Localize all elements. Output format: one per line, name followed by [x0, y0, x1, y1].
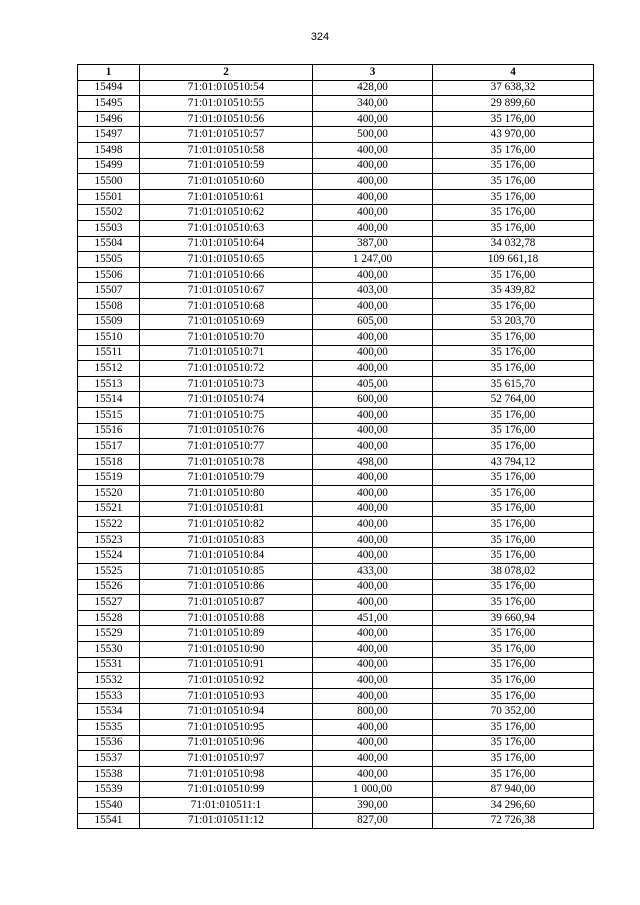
area-cell: 400,00 — [313, 532, 433, 548]
value-cell: 35 176,00 — [433, 688, 594, 704]
table-body — [78, 80, 594, 829]
row-number-cell: 15498 — [78, 142, 140, 158]
cadastral-number-cell: 71:01:010510:97 — [140, 751, 313, 767]
row-number-cell: 15499 — [78, 158, 140, 174]
table-row — [78, 688, 594, 704]
row-number-cell: 15520 — [78, 486, 140, 502]
area-cell: 400,00 — [313, 361, 433, 377]
page-number: 324 — [310, 31, 330, 43]
table-row — [78, 96, 594, 112]
cadastral-number-cell: 71:01:010510:55 — [140, 96, 313, 112]
table-row — [78, 766, 594, 782]
cadastral-number-cell: 71:01:010510:87 — [140, 595, 313, 611]
row-number-cell: 15534 — [78, 704, 140, 720]
table-row — [78, 470, 594, 486]
area-cell: 400,00 — [313, 111, 433, 127]
area-cell: 400,00 — [313, 548, 433, 564]
row-number-cell: 15523 — [78, 532, 140, 548]
value-cell: 87 940,00 — [433, 782, 594, 798]
row-number-cell: 15519 — [78, 470, 140, 486]
value-cell: 52 764,00 — [433, 392, 594, 408]
table-row — [78, 704, 594, 720]
cadastral-number-cell: 71:01:010510:95 — [140, 719, 313, 735]
data-table — [77, 64, 594, 829]
cadastral-number-cell: 71:01:010510:69 — [140, 314, 313, 330]
table-row — [78, 579, 594, 595]
value-cell: 35 176,00 — [433, 142, 594, 158]
table-row — [78, 111, 594, 127]
value-cell: 43 794,12 — [433, 454, 594, 470]
cadastral-number-cell: 71:01:010510:71 — [140, 345, 313, 361]
table-row — [78, 719, 594, 735]
row-number-cell: 15510 — [78, 330, 140, 346]
row-number-cell: 15497 — [78, 127, 140, 143]
row-number-cell: 15509 — [78, 314, 140, 330]
row-number-cell: 15516 — [78, 423, 140, 439]
value-cell: 70 352,00 — [433, 704, 594, 720]
cadastral-number-cell: 71:01:010510:76 — [140, 423, 313, 439]
value-cell: 109 661,18 — [433, 252, 594, 268]
cadastral-number-cell: 71:01:010510:57 — [140, 127, 313, 143]
header-cell-4: 4 — [433, 65, 594, 81]
value-cell: 35 176,00 — [433, 330, 594, 346]
area-cell: 1 000,00 — [313, 782, 433, 798]
area-cell: 600,00 — [313, 392, 433, 408]
cadastral-number-cell: 71:01:010510:89 — [140, 626, 313, 642]
row-number-cell: 15531 — [78, 657, 140, 673]
cadastral-number-cell: 71:01:010510:74 — [140, 392, 313, 408]
area-cell: 1 247,00 — [313, 252, 433, 268]
value-cell: 35 176,00 — [433, 423, 594, 439]
row-number-cell: 15522 — [78, 517, 140, 533]
value-cell: 35 176,00 — [433, 298, 594, 314]
area-cell: 340,00 — [313, 96, 433, 112]
row-number-cell: 15507 — [78, 283, 140, 299]
value-cell: 35 176,00 — [433, 579, 594, 595]
value-cell: 35 176,00 — [433, 517, 594, 533]
area-cell: 400,00 — [313, 267, 433, 283]
cadastral-number-cell: 71:01:010510:68 — [140, 298, 313, 314]
cadastral-number-cell: 71:01:010510:59 — [140, 158, 313, 174]
value-cell: 35 176,00 — [433, 111, 594, 127]
area-cell: 400,00 — [313, 189, 433, 205]
table-row — [78, 813, 594, 829]
table-row — [78, 439, 594, 455]
row-number-cell: 15513 — [78, 376, 140, 392]
row-number-cell: 15529 — [78, 626, 140, 642]
value-cell: 38 078,02 — [433, 564, 594, 580]
cadastral-number-cell: 71:01:010510:93 — [140, 688, 313, 704]
row-number-cell: 15539 — [78, 782, 140, 798]
table-row — [78, 314, 594, 330]
header-cell-1: 1 — [78, 65, 140, 81]
table-row — [78, 595, 594, 611]
value-cell: 35 176,00 — [433, 751, 594, 767]
area-cell: 400,00 — [313, 330, 433, 346]
area-cell: 400,00 — [313, 688, 433, 704]
table-row — [78, 548, 594, 564]
cadastral-number-cell: 71:01:010510:66 — [140, 267, 313, 283]
value-cell: 35 176,00 — [433, 719, 594, 735]
area-cell: 400,00 — [313, 735, 433, 751]
area-cell: 400,00 — [313, 220, 433, 236]
area-cell: 400,00 — [313, 298, 433, 314]
table-row — [78, 142, 594, 158]
table-row — [78, 345, 594, 361]
cadastral-number-cell: 71:01:010510:56 — [140, 111, 313, 127]
table-row — [78, 189, 594, 205]
cadastral-number-cell: 71:01:010510:96 — [140, 735, 313, 751]
row-number-cell: 15535 — [78, 719, 140, 735]
row-number-cell: 15514 — [78, 392, 140, 408]
row-number-cell: 15505 — [78, 252, 140, 268]
area-cell: 400,00 — [313, 673, 433, 689]
value-cell: 35 176,00 — [433, 673, 594, 689]
area-cell: 400,00 — [313, 142, 433, 158]
table-row — [78, 361, 594, 377]
cadastral-number-cell: 71:01:010510:98 — [140, 766, 313, 782]
table-header — [78, 65, 594, 81]
area-cell: 400,00 — [313, 205, 433, 221]
cadastral-number-cell: 71:01:010510:63 — [140, 220, 313, 236]
cadastral-number-cell: 71:01:010510:73 — [140, 376, 313, 392]
value-cell: 35 176,00 — [433, 486, 594, 502]
row-number-cell: 15515 — [78, 408, 140, 424]
value-cell: 35 176,00 — [433, 174, 594, 190]
value-cell: 35 176,00 — [433, 439, 594, 455]
area-cell: 400,00 — [313, 345, 433, 361]
value-cell: 35 176,00 — [433, 189, 594, 205]
table-row — [78, 220, 594, 236]
row-number-cell: 15521 — [78, 501, 140, 517]
table-row — [78, 127, 594, 143]
table-row — [78, 501, 594, 517]
table-row — [78, 486, 594, 502]
cadastral-number-cell: 71:01:010511:12 — [140, 813, 313, 829]
area-cell: 400,00 — [313, 439, 433, 455]
value-cell: 34 032,78 — [433, 236, 594, 252]
cadastral-number-cell: 71:01:010510:54 — [140, 80, 313, 96]
table-row — [78, 735, 594, 751]
row-number-cell: 15526 — [78, 579, 140, 595]
value-cell: 35 176,00 — [433, 735, 594, 751]
row-number-cell: 15503 — [78, 220, 140, 236]
cadastral-number-cell: 71:01:010510:83 — [140, 532, 313, 548]
value-cell: 35 439,82 — [433, 283, 594, 299]
value-cell: 39 660,94 — [433, 610, 594, 626]
value-cell: 35 176,00 — [433, 532, 594, 548]
row-number-cell: 15530 — [78, 641, 140, 657]
table-row — [78, 408, 594, 424]
cadastral-number-cell: 71:01:010510:81 — [140, 501, 313, 517]
area-cell: 400,00 — [313, 641, 433, 657]
area-cell: 400,00 — [313, 766, 433, 782]
table-row — [78, 641, 594, 657]
row-number-cell: 15500 — [78, 174, 140, 190]
area-cell: 400,00 — [313, 657, 433, 673]
area-cell: 405,00 — [313, 376, 433, 392]
value-cell: 35 176,00 — [433, 205, 594, 221]
table-row — [78, 174, 594, 190]
table-row — [78, 158, 594, 174]
table-row — [78, 376, 594, 392]
table-row — [78, 564, 594, 580]
cadastral-number-cell: 71:01:010510:64 — [140, 236, 313, 252]
value-cell: 35 176,00 — [433, 220, 594, 236]
row-number-cell: 15528 — [78, 610, 140, 626]
value-cell: 35 176,00 — [433, 408, 594, 424]
cadastral-number-cell: 71:01:010510:99 — [140, 782, 313, 798]
row-number-cell: 15494 — [78, 80, 140, 96]
row-number-cell: 15536 — [78, 735, 140, 751]
value-cell: 35 176,00 — [433, 626, 594, 642]
row-number-cell: 15540 — [78, 797, 140, 813]
value-cell: 35 176,00 — [433, 470, 594, 486]
cadastral-number-cell: 71:01:010510:88 — [140, 610, 313, 626]
cadastral-number-cell: 71:01:010510:58 — [140, 142, 313, 158]
header-cell-2: 2 — [140, 65, 313, 81]
value-cell: 37 638,32 — [433, 80, 594, 96]
table-row — [78, 267, 594, 283]
table-row — [78, 797, 594, 813]
table-row — [78, 626, 594, 642]
value-cell: 35 176,00 — [433, 361, 594, 377]
value-cell: 43 970,00 — [433, 127, 594, 143]
area-cell: 400,00 — [313, 719, 433, 735]
row-number-cell: 15537 — [78, 751, 140, 767]
table-row — [78, 454, 594, 470]
cadastral-number-cell: 71:01:010511:1 — [140, 797, 313, 813]
row-number-cell: 15517 — [78, 439, 140, 455]
area-cell: 400,00 — [313, 579, 433, 595]
cadastral-number-cell: 71:01:010510:80 — [140, 486, 313, 502]
area-cell: 428,00 — [313, 80, 433, 96]
area-cell: 605,00 — [313, 314, 433, 330]
row-number-cell: 15525 — [78, 564, 140, 580]
area-cell: 400,00 — [313, 486, 433, 502]
table-row — [78, 657, 594, 673]
area-cell: 433,00 — [313, 564, 433, 580]
cadastral-number-cell: 71:01:010510:60 — [140, 174, 313, 190]
table-row — [78, 205, 594, 221]
table-row — [78, 330, 594, 346]
value-cell: 35 176,00 — [433, 501, 594, 517]
row-number-cell: 15502 — [78, 205, 140, 221]
cadastral-number-cell: 71:01:010510:72 — [140, 361, 313, 377]
table-row — [78, 392, 594, 408]
area-cell: 390,00 — [313, 797, 433, 813]
value-cell: 35 176,00 — [433, 345, 594, 361]
table-row — [78, 532, 594, 548]
cadastral-number-cell: 71:01:010510:70 — [140, 330, 313, 346]
value-cell: 35 176,00 — [433, 641, 594, 657]
table-row — [78, 252, 594, 268]
area-cell: 451,00 — [313, 610, 433, 626]
row-number-cell: 15533 — [78, 688, 140, 704]
cadastral-number-cell: 71:01:010510:75 — [140, 408, 313, 424]
row-number-cell: 15541 — [78, 813, 140, 829]
area-cell: 400,00 — [313, 595, 433, 611]
area-cell: 400,00 — [313, 626, 433, 642]
cadastral-number-cell: 71:01:010510:78 — [140, 454, 313, 470]
table-row — [78, 782, 594, 798]
value-cell: 35 176,00 — [433, 595, 594, 611]
area-cell: 403,00 — [313, 283, 433, 299]
area-cell: 400,00 — [313, 470, 433, 486]
row-number-cell: 15511 — [78, 345, 140, 361]
cadastral-number-cell: 71:01:010510:86 — [140, 579, 313, 595]
row-number-cell: 15532 — [78, 673, 140, 689]
area-cell: 400,00 — [313, 517, 433, 533]
row-number-cell: 15506 — [78, 267, 140, 283]
value-cell: 35 176,00 — [433, 548, 594, 564]
table-row — [78, 423, 594, 439]
area-cell: 498,00 — [313, 454, 433, 470]
area-cell: 400,00 — [313, 158, 433, 174]
value-cell: 72 726,38 — [433, 813, 594, 829]
area-cell: 400,00 — [313, 408, 433, 424]
table-row — [78, 751, 594, 767]
cadastral-number-cell: 71:01:010510:85 — [140, 564, 313, 580]
row-number-cell: 15538 — [78, 766, 140, 782]
cadastral-number-cell: 71:01:010510:91 — [140, 657, 313, 673]
area-cell: 400,00 — [313, 501, 433, 517]
cadastral-number-cell: 71:01:010510:62 — [140, 205, 313, 221]
value-cell: 53 203,70 — [433, 314, 594, 330]
cadastral-number-cell: 71:01:010510:84 — [140, 548, 313, 564]
value-cell: 35 176,00 — [433, 267, 594, 283]
area-cell: 400,00 — [313, 751, 433, 767]
row-number-cell: 15504 — [78, 236, 140, 252]
row-number-cell: 15512 — [78, 361, 140, 377]
cadastral-number-cell: 71:01:010510:90 — [140, 641, 313, 657]
row-number-cell: 15518 — [78, 454, 140, 470]
row-number-cell: 15524 — [78, 548, 140, 564]
area-cell: 400,00 — [313, 423, 433, 439]
table-row — [78, 517, 594, 533]
area-cell: 387,00 — [313, 236, 433, 252]
table-row — [78, 673, 594, 689]
value-cell: 35 176,00 — [433, 766, 594, 782]
cadastral-number-cell: 71:01:010510:92 — [140, 673, 313, 689]
value-cell: 34 296,60 — [433, 797, 594, 813]
value-cell: 35 176,00 — [433, 657, 594, 673]
row-number-cell: 15527 — [78, 595, 140, 611]
header-cell-3: 3 — [313, 65, 433, 81]
value-cell: 35 615,70 — [433, 376, 594, 392]
table-row — [78, 298, 594, 314]
table-row — [78, 610, 594, 626]
table-row — [78, 80, 594, 96]
area-cell: 800,00 — [313, 704, 433, 720]
row-number-cell: 15495 — [78, 96, 140, 112]
row-number-cell: 15496 — [78, 111, 140, 127]
cadastral-number-cell: 71:01:010510:77 — [140, 439, 313, 455]
value-cell: 35 176,00 — [433, 158, 594, 174]
area-cell: 827,00 — [313, 813, 433, 829]
cadastral-number-cell: 71:01:010510:65 — [140, 252, 313, 268]
table-row — [78, 236, 594, 252]
area-cell: 500,00 — [313, 127, 433, 143]
cadastral-number-cell: 71:01:010510:61 — [140, 189, 313, 205]
cadastral-number-cell: 71:01:010510:82 — [140, 517, 313, 533]
row-number-cell: 15508 — [78, 298, 140, 314]
value-cell: 29 899,60 — [433, 96, 594, 112]
table-row — [78, 283, 594, 299]
cadastral-number-cell: 71:01:010510:79 — [140, 470, 313, 486]
cadastral-number-cell: 71:01:010510:94 — [140, 704, 313, 720]
header-row — [78, 65, 594, 81]
area-cell: 400,00 — [313, 174, 433, 190]
row-number-cell: 15501 — [78, 189, 140, 205]
cadastral-number-cell: 71:01:010510:67 — [140, 283, 313, 299]
